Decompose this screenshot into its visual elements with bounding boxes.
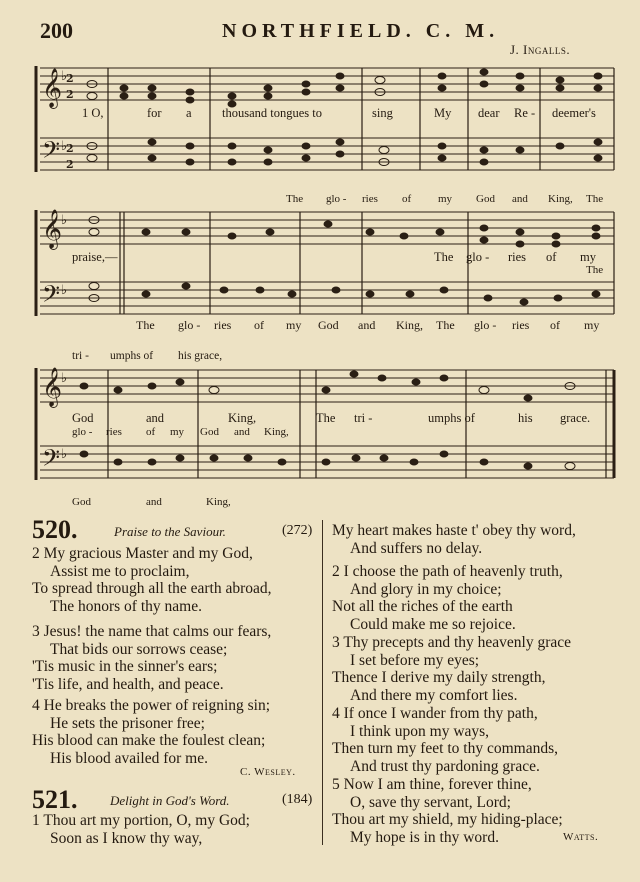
verse-line: Thence I derive my daily strength, <box>332 669 546 686</box>
verse-line: His blood can make the foulest clean; <box>32 732 266 749</box>
verse-line: I think upon my ways, <box>350 722 490 740</box>
svg-text:♭: ♭ <box>61 447 68 462</box>
verse-line: 5 Now I am thine, forever thine, <box>332 776 532 793</box>
verse-line: 3 Jesus! the name that calms our fears, <box>32 623 272 640</box>
svg-text:𝄢: 𝄢 <box>42 444 61 477</box>
lyric: of <box>146 426 156 438</box>
svg-text:𝄞: 𝄞 <box>42 209 63 249</box>
svg-text:2: 2 <box>66 72 74 85</box>
lyric: thousand tongues to <box>222 106 322 120</box>
svg-text:♭: ♭ <box>61 69 68 84</box>
hymn-521-verse-1 <box>32 812 250 847</box>
lyric: his <box>518 411 533 425</box>
svg-text:♭: ♭ <box>61 213 68 228</box>
lyric: The <box>316 411 336 425</box>
verse-line: Assist me to proclaim, <box>50 562 190 580</box>
verse-line: He sets the prisoner free; <box>50 714 205 732</box>
lyric: glo - <box>326 193 347 205</box>
lyric: God <box>72 496 91 508</box>
verse-line: Not all the riches of the earth <box>332 598 513 615</box>
lyric: of <box>254 318 264 332</box>
verse-line: Could make me so rejoice. <box>350 615 516 633</box>
lyric: My <box>434 106 452 120</box>
verse-line: Then turn my feet to thy commands, <box>332 740 558 757</box>
verse-line: My hope is in thy word. <box>350 828 499 846</box>
svg-text:2: 2 <box>66 88 74 101</box>
verse-line: 2 My gracious Master and my God, <box>32 545 253 562</box>
verse-line: 4 If once I wander from thy path, <box>332 705 538 722</box>
svg-text:2: 2 <box>66 142 74 155</box>
lyric: ries <box>362 193 378 205</box>
hymn-reference: (184) <box>282 792 313 807</box>
hymn-title: Delight in God's Word. <box>110 793 230 808</box>
staff-system1-bass <box>40 138 614 170</box>
hymn-title: Praise to the Saviour. <box>114 524 226 539</box>
verse-line: That bids our sorrows cease; <box>50 640 228 658</box>
verse-line: Thou art my shield, my hiding-place; <box>332 811 563 828</box>
hymn-number: 521. <box>32 785 78 814</box>
svg-text:𝄢: 𝄢 <box>42 280 61 313</box>
verse-line: 'Tis life, and health, and peace. <box>32 675 224 693</box>
lyric: my <box>286 318 302 332</box>
lyric: my <box>170 426 185 438</box>
verse-line: And suffers no delay. <box>350 539 483 557</box>
svg-text:♭: ♭ <box>61 371 68 386</box>
lyric: praise,— <box>72 250 118 264</box>
hymn-521-verse-4 <box>332 705 558 775</box>
svg-text:𝄞: 𝄞 <box>42 367 63 407</box>
svg-text:2: 2 <box>66 158 74 171</box>
page-number: 200 <box>40 18 73 43</box>
verse-line: 4 He breaks the power of reigning sin; <box>32 697 271 714</box>
lyric: God <box>318 318 339 332</box>
lyric: my <box>584 318 600 332</box>
verse-line: Soon as I know thy way, <box>50 829 203 847</box>
lyric: his grace, <box>178 350 223 362</box>
svg-text:♭: ♭ <box>61 283 68 298</box>
verse-line: To spread through all the earth abroad, <box>32 580 272 597</box>
lyric: King, <box>396 318 423 332</box>
hymn-reference: (272) <box>282 523 313 538</box>
lyric: a <box>186 106 192 120</box>
lyric: God <box>200 426 219 438</box>
lyric: deemer's <box>552 106 596 120</box>
verse-line: The honors of thy name. <box>50 597 202 615</box>
lyric: my <box>580 250 596 264</box>
hymn-author: Watts. <box>563 831 599 843</box>
verse-line: And there my comfort lies. <box>350 686 518 704</box>
lyric: The <box>136 318 155 332</box>
hymn-521-verse-5 <box>332 776 563 846</box>
lyric: King, <box>264 426 289 438</box>
lyric: tri - <box>354 411 373 425</box>
lyric: for <box>147 106 162 120</box>
verse-line: 'Tis music in the sinner's ears; <box>32 658 218 675</box>
svg-text:𝄢: 𝄢 <box>42 136 61 169</box>
lyric: tri - <box>72 350 89 362</box>
lyric: ries <box>106 426 122 438</box>
lyric: King, <box>206 496 231 508</box>
hymn-521-verse-2 <box>332 563 563 633</box>
lyric: of <box>550 318 560 332</box>
verse-line: His blood availed for me. <box>50 749 208 767</box>
lyric: glo - <box>474 318 497 332</box>
lyric: sing <box>372 106 393 120</box>
verse-line: 2 I choose the path of heavenly truth, <box>332 563 563 580</box>
lyric: glo - <box>178 318 201 332</box>
lyric: and <box>146 411 165 425</box>
hymn-520-verse-3 <box>32 623 271 693</box>
lyric: of <box>402 193 412 205</box>
lyric: 1 O, <box>82 106 104 120</box>
lyric: God <box>72 411 94 425</box>
lyric: umphs of <box>110 350 154 362</box>
svg-text:𝄞: 𝄞 <box>42 68 63 108</box>
lyric: King, <box>548 193 573 205</box>
lyric: glo - <box>72 426 93 438</box>
verse-line: 3 Thy precepts and thy heavenly grace <box>332 634 572 651</box>
lyric: and <box>512 193 528 205</box>
verse-line: I set before my eyes; <box>350 651 480 669</box>
composer-credit: J. Ingalls. <box>510 42 571 57</box>
lyric: ries <box>214 318 232 332</box>
lyric: umphs of <box>428 411 475 425</box>
lyric: and <box>146 496 162 508</box>
verse-line: And glory in my choice; <box>350 580 502 598</box>
lyric: dear <box>478 106 500 120</box>
lyric: The <box>286 193 304 205</box>
hymn-number: 520. <box>32 515 78 544</box>
lyric: The <box>586 193 604 205</box>
hymn-520-verse-2 <box>32 545 272 615</box>
hymn-520-verse-4 <box>32 697 270 767</box>
hymn-521-verse-3 <box>332 634 571 704</box>
lyric: God <box>476 193 495 205</box>
lyric: grace. <box>560 411 591 425</box>
lyric: glo - <box>466 250 490 264</box>
lyric: King, <box>228 411 257 425</box>
lyric: ries <box>508 250 527 264</box>
lyric-the-bass-cue: The <box>586 264 604 276</box>
verse-line: 1 Thou art my portion, O, my God; <box>32 812 250 829</box>
staff-system2-upper <box>40 212 614 244</box>
lyric: and <box>358 318 376 332</box>
verse-line: My heart makes haste t' obey thy word, <box>332 522 576 539</box>
lyric: of <box>546 250 557 264</box>
lyric: ries <box>512 318 530 332</box>
lyric: my <box>438 193 453 205</box>
hymn-author: C. Wesley. <box>240 766 296 778</box>
lyric: The <box>434 250 454 264</box>
verse-line: O, save thy servant, Lord; <box>350 793 511 811</box>
lyric: and <box>234 426 250 438</box>
tune-title: NORTHFIELD. C. M. <box>222 20 500 42</box>
column-divider <box>322 520 323 845</box>
staff-system2-bass <box>40 282 614 314</box>
hymn-521-verse-1-cont <box>332 522 576 557</box>
lyric: The <box>436 318 455 332</box>
lyric: Re - <box>514 106 536 120</box>
verse-line: And trust thy pardoning grace. <box>350 757 540 775</box>
svg-text:♭: ♭ <box>61 139 68 154</box>
